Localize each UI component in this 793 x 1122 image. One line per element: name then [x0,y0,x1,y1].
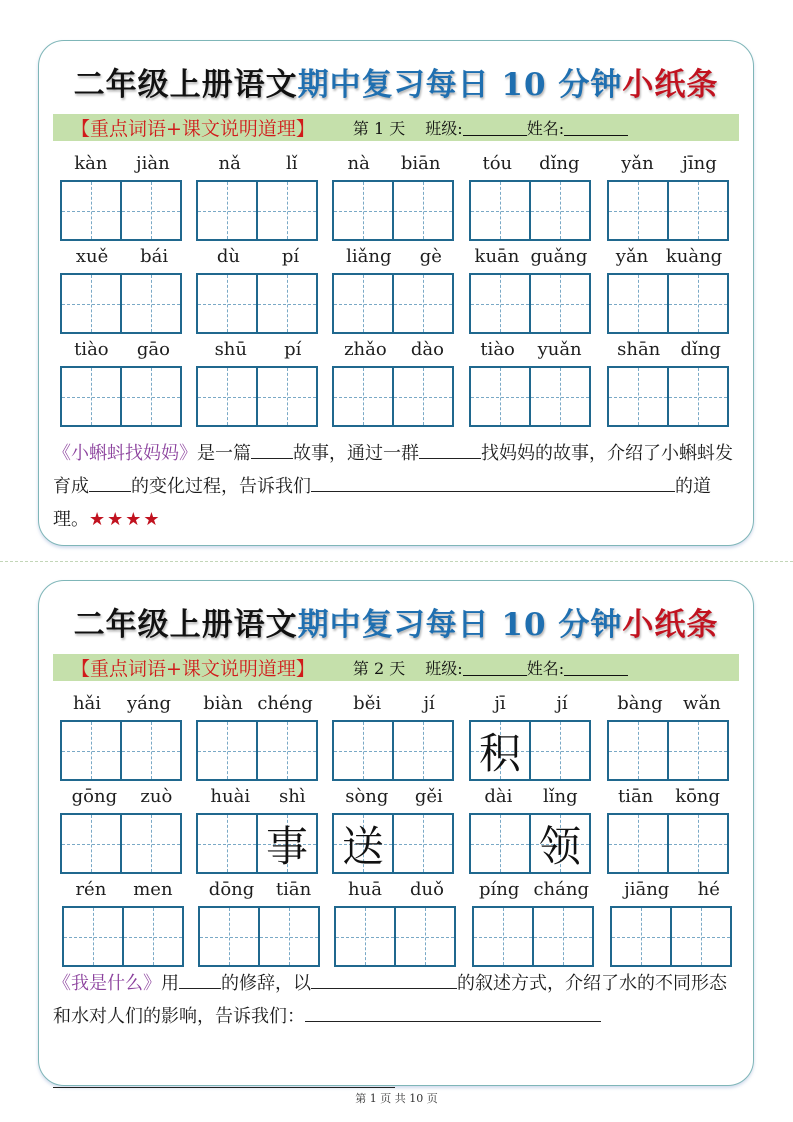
worksheet-title [39,599,753,644]
pinyin: zhǎo [344,338,387,360]
pinyin: yáng [127,692,172,714]
hanzi [62,275,120,332]
pinyin: gěi [414,785,443,807]
tianzige-box[interactable] [60,813,182,874]
name-label: 姓名: [526,659,565,678]
word-cell [60,335,184,427]
pinyin: yǎn [615,245,649,267]
pinyin: xuě [75,245,109,267]
hanzi [122,815,180,872]
hanzi [669,182,727,239]
word-cell [334,875,458,967]
tianzige-box[interactable] [60,180,182,241]
hanzi [394,275,452,332]
pinyin: tiān [275,878,312,900]
name-field[interactable] [564,660,628,676]
title-review: 期中复习每日 10 分钟 [297,607,623,643]
word-cell [196,782,320,874]
word-grid [60,149,740,428]
hanzi [669,368,727,425]
pinyin: guǎng [530,245,588,267]
pinyin: dǐng [680,338,721,360]
tianzige-box[interactable] [332,180,454,241]
hanzi [258,368,316,425]
pinyin: wǎn [683,692,721,714]
name-label: 姓名: [526,119,565,138]
hanzi [669,722,727,779]
tianzige-box[interactable] [334,906,456,967]
hanzi [531,368,589,425]
pinyin: shū [214,338,247,360]
hanzi [62,722,120,779]
tianzige-box[interactable] [332,273,454,334]
pinyin: biān [400,152,441,174]
word-cell [60,782,184,874]
hanzi [672,908,730,965]
hanzi [336,908,394,965]
word-cell [469,689,593,781]
pinyin: shān [617,338,661,360]
section-tag: 【重点词语+课文说明道理】 [71,118,315,140]
fill-blank[interactable] [311,969,457,989]
hanzi [471,275,529,332]
tianzige-box[interactable] [469,366,591,427]
hanzi [334,722,392,779]
tianzige-box[interactable] [60,720,182,781]
hanzi [394,722,452,779]
name-field[interactable] [564,120,628,136]
pinyin: lǐ [285,152,298,174]
tianzige-box[interactable] [196,273,318,334]
tianzige-box[interactable] [472,906,594,967]
word-cell [60,242,184,334]
pinyin: lǐng [543,785,578,807]
pinyin: kōng [675,785,721,807]
fill-blank[interactable] [589,472,675,492]
pinyin: jí [423,692,435,714]
tianzige-box[interactable] [607,366,729,427]
hanzi [62,182,120,239]
pinyin: hé [697,878,720,900]
hanzi [531,722,589,779]
title-review: 期中复习每日 10 分钟 [297,67,623,103]
pinyin: píng [479,878,520,900]
fill-blank[interactable] [419,439,481,459]
grid-row [60,782,740,875]
day-label: 第 2 天 [352,659,406,678]
tianzige-box[interactable] [196,813,318,874]
word-cell [469,335,593,427]
pinyin: gè [419,245,442,267]
pinyin: jī [494,692,506,714]
hanzi [531,182,589,239]
hanzi [609,368,667,425]
pinyin: dài [484,785,513,807]
tianzige-box[interactable] [196,366,318,427]
tianzige-box[interactable] [196,720,318,781]
pinyin: dǐng [539,152,580,174]
pinyin: duǒ [410,878,444,900]
hanzi [198,815,256,872]
tianzige-box[interactable] [469,273,591,334]
word-cell [332,335,456,427]
hanzi [609,275,667,332]
class-label: 班级: [425,119,463,138]
lesson-summary [53,967,743,1099]
text: 的叙述方式，介绍了水的不同形态和水对人们的影响，告诉我们： [53,973,727,1027]
tianzige-box[interactable] [60,366,182,427]
word-cell [332,689,456,781]
hanzi [471,182,529,239]
hanzi [258,182,316,239]
grid-row [60,149,740,242]
fill-blank[interactable] [251,439,293,459]
pinyin: men [133,878,173,900]
tianzige-box[interactable] [469,180,591,241]
tianzige-box[interactable] [332,813,454,874]
pinyin: tiào [480,338,515,360]
hanzi [258,275,316,332]
hanzi: 领 [538,821,581,871]
pinyin: kuān [474,245,520,267]
word-cell [60,689,184,781]
header-band [53,654,739,681]
pinyin: tiān [617,785,654,807]
text: 用 [161,973,179,994]
pinyin: jiàn [136,152,170,174]
hanzi [334,275,392,332]
text: 的修辞，以 [221,973,311,994]
hanzi [471,368,529,425]
tianzige-box[interactable] [198,906,320,967]
pinyin: dào [410,338,444,360]
hanzi [122,368,180,425]
hanzi: 积 [478,728,521,778]
tianzige-box[interactable] [469,720,591,781]
hanzi [609,722,667,779]
cut-line-divider [0,561,793,562]
lesson-summary [53,437,743,536]
pinyin: jīng [682,152,717,174]
word-grid [60,689,740,968]
pinyin: biàn [203,692,243,714]
word-cell [196,242,320,334]
grid-row [60,875,740,968]
word-cell [469,149,593,241]
header-band [53,114,739,141]
word-cell [62,875,186,967]
word-cell [610,875,734,967]
word-cell [196,335,320,427]
hanzi [64,908,122,965]
hanzi [62,368,120,425]
star-rating: ★★★★ [89,509,162,530]
hanzi [334,368,392,425]
hanzi [669,275,727,332]
pinyin: pí [284,338,302,360]
worksheet-card-day-1 [38,40,754,546]
page-footer: 第 1 页 共 10 页 [355,1092,438,1105]
pinyin: bàng [617,692,663,714]
pinyin: rén [75,878,107,900]
hanzi [122,275,180,332]
tianzige-box[interactable] [607,720,729,781]
book-title: 《我是什么》 [53,973,161,994]
hanzi [198,275,256,332]
grid-row [60,242,740,335]
word-cell [196,689,320,781]
pinyin: kuàng [665,245,723,267]
tianzige-box[interactable] [607,180,729,241]
tianzige-box[interactable] [60,273,182,334]
hanzi: 送 [341,821,384,871]
pinyin: gōng [71,785,118,807]
hanzi [198,722,256,779]
fill-blank[interactable] [179,969,221,989]
grid-row [60,689,740,782]
hanzi [198,368,256,425]
pinyin: tiào [74,338,109,360]
word-cell [472,875,596,967]
class-field[interactable] [463,660,527,676]
class-field[interactable] [463,120,527,136]
worksheet-title [39,59,753,104]
tianzige-box[interactable] [610,906,732,967]
hanzi [669,815,727,872]
pinyin: dù [216,245,241,267]
text: 的道理。 [53,476,711,530]
title-grade: 二年级上册语文 [73,607,298,643]
class-label: 班级: [425,659,463,678]
book-title: 《小蝌蚪找妈妈》 [53,443,197,464]
tianzige-box[interactable] [332,720,454,781]
tianzige-box[interactable] [469,813,591,874]
title-note: 小纸条 [622,67,719,103]
hanzi [471,815,529,872]
word-cell [607,242,731,334]
pinyin: běi [353,692,382,714]
day-label: 第 1 天 [352,119,406,138]
text: 的变化过程，告诉我们 [131,476,311,497]
word-cell [332,149,456,241]
pinyin: chéng [257,692,313,714]
fill-blank[interactable] [311,472,589,492]
title-note: 小纸条 [622,607,719,643]
word-cell [332,242,456,334]
pinyin: dōng [208,878,255,900]
hanzi [122,722,180,779]
pinyin: hǎi [72,692,102,714]
pinyin: bái [140,245,169,267]
pinyin: nǎ [218,152,241,174]
hanzi [612,908,670,965]
hanzi [62,815,120,872]
word-cell [607,782,731,874]
tianzige-box[interactable] [607,273,729,334]
tianzige-box[interactable] [332,366,454,427]
worksheet-card-day-2 [38,580,754,1086]
pinyin: jiāng [624,878,670,900]
grid-row [60,335,740,428]
word-cell [607,689,731,781]
title-grade: 二年级上册语文 [73,67,298,103]
pinyin: huā [348,878,382,900]
hanzi [531,275,589,332]
pinyin: yǎn [621,152,654,174]
pinyin: huài [210,785,251,807]
hanzi: 事 [265,821,308,871]
pinyin: yuǎn [537,338,582,360]
hanzi [394,182,452,239]
hanzi [534,908,592,965]
word-cell [607,335,731,427]
hanzi [396,908,454,965]
hanzi [609,815,667,872]
text: 找妈妈的故事，介绍了小蝌蚪发育成 [53,443,733,497]
word-cell [469,242,593,334]
word-cell [60,149,184,241]
hanzi [198,182,256,239]
hanzi [394,368,452,425]
pinyin: kàn [74,152,108,174]
section-tag: 【重点词语+课文说明道理】 [71,658,315,680]
word-cell [332,782,456,874]
word-cell [469,782,593,874]
pinyin: gāo [136,338,170,360]
hanzi [260,908,318,965]
pinyin: sòng [345,785,389,807]
word-cell [607,149,731,241]
pinyin: zuò [140,785,173,807]
fill-blank[interactable] [305,1002,601,1022]
tianzige-box[interactable] [196,180,318,241]
tianzige-box[interactable] [62,906,184,967]
hanzi [124,908,182,965]
pinyin: nà [347,152,370,174]
hanzi [609,182,667,239]
hanzi [474,908,532,965]
pinyin: shì [278,785,306,807]
word-cell [198,875,322,967]
fill-blank[interactable] [53,1068,395,1088]
hanzi [200,908,258,965]
hanzi [394,815,452,872]
tianzige-box[interactable] [607,813,729,874]
pinyin: cháng [533,878,589,900]
hanzi [122,182,180,239]
text: 故事，通过一群 [293,443,419,464]
text: 是一篇 [197,443,251,464]
pinyin: pí [281,245,300,267]
fill-blank[interactable] [89,472,131,492]
pinyin: liǎng [346,245,392,267]
pinyin: tóu [482,152,513,174]
word-cell [196,149,320,241]
hanzi [258,722,316,779]
pinyin: jí [556,692,568,714]
hanzi [334,182,392,239]
